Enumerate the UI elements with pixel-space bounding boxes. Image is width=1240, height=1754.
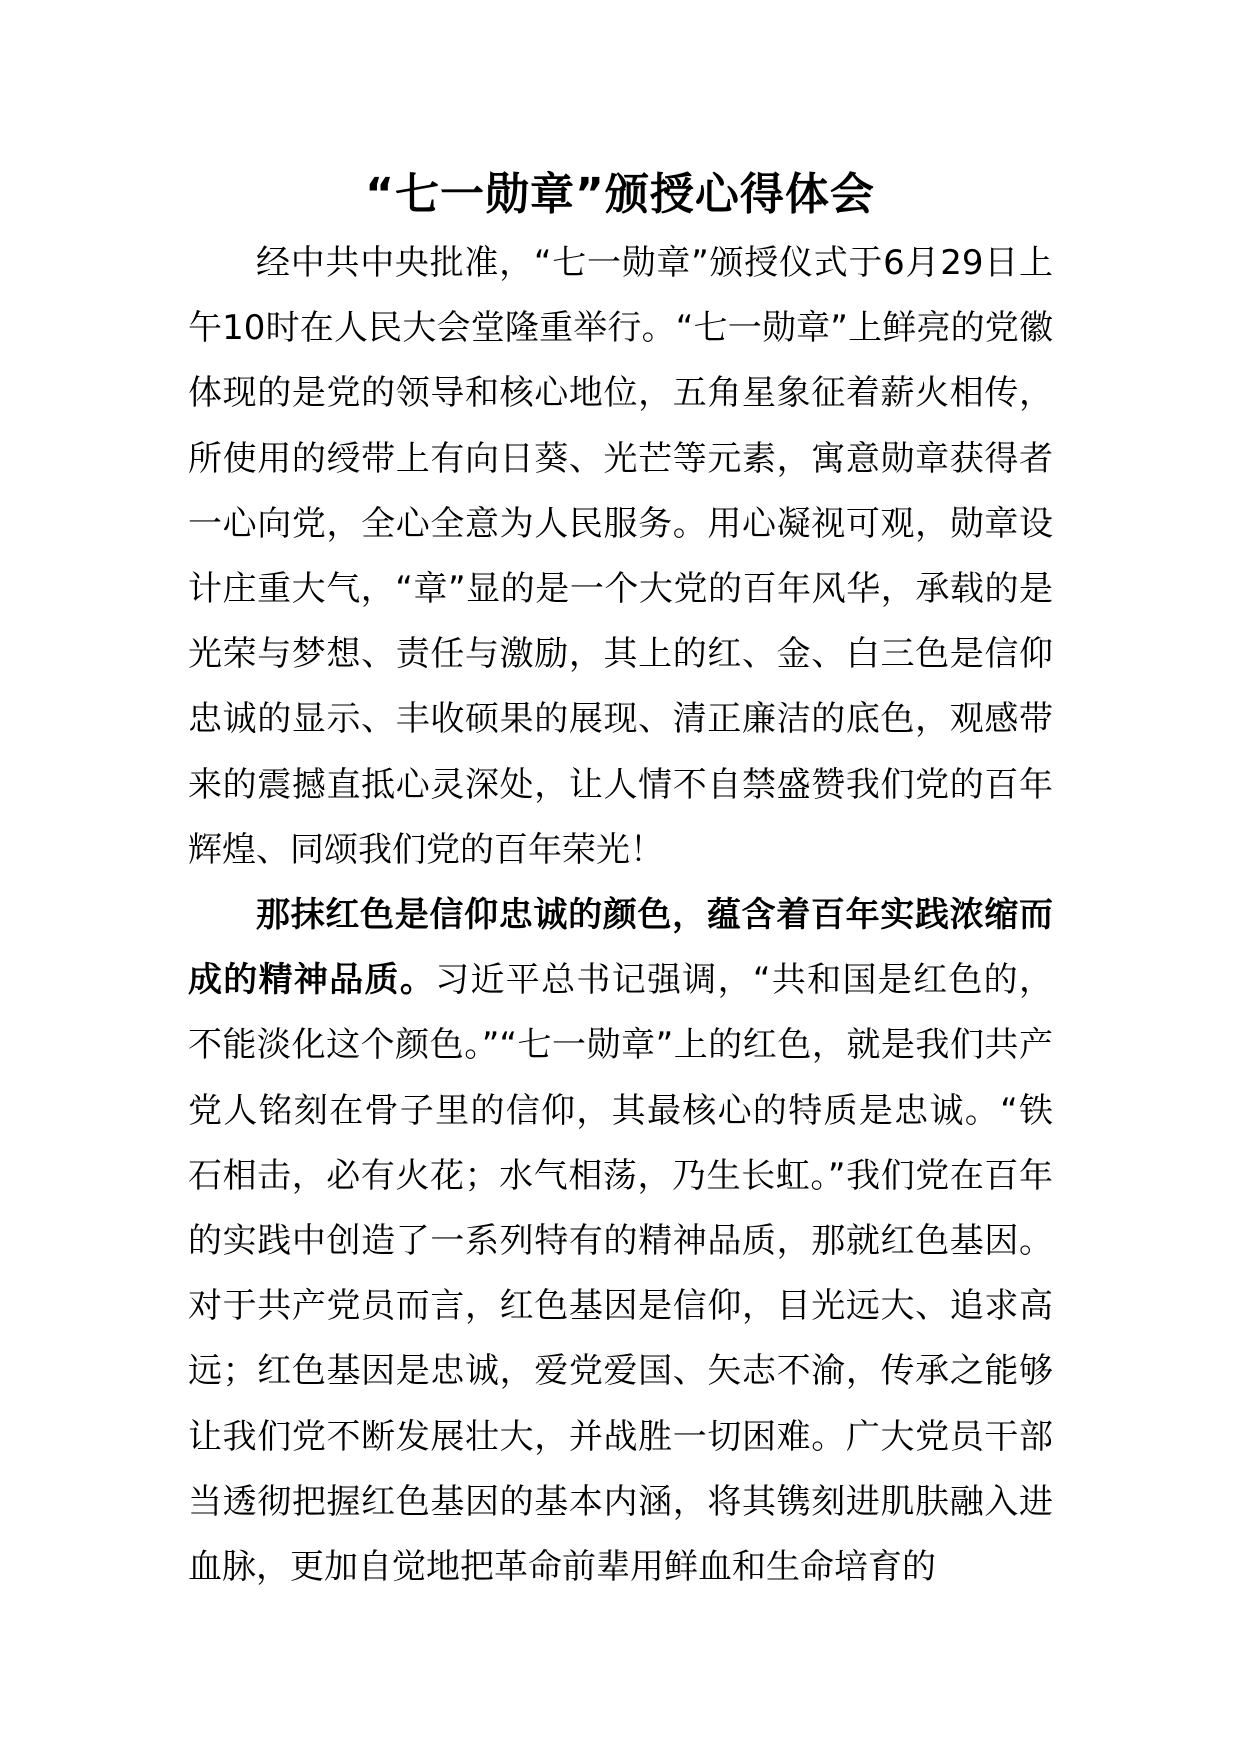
document-title: “七一勋章”颁授心得体会 xyxy=(365,169,875,220)
paragraph-1-text: 经中共中央批准，“七一勋章”颁授仪式于6月29日上午10时在人民大会堂隆重举行。“七一勋章”上鲜亮的党徽体现的是党的领导和核心地位，五角星象征着薪火相传，所使用的绶带上有向日葵、光芒等元素，寓意勋章获得者一心向党，全心全意为人民服务。用心凝视可观，勋章设计庄重大气，“章”显的是一个大党的百年风华，承载的是光荣与梦想、责任与激励，其上的红、金、白三色是信仰忠诚的显示、丰收硕果的展现、清正廉洁的底色，观感带来的震撼直抵心灵深处，让人情不自禁盛赞我们党的百年辉煌、同颂我们党的百年荣光！ xyxy=(188,243,1053,870)
paragraph-2-lead: 那抹红色是信仰忠诚的颜色，蕴含着百年实践浓缩而成的精神品质。 xyxy=(188,895,1053,1001)
paragraph-2-text: 习近平总书记强调，“共和国是红色的，不能淡化这个颜色。”“七一勋章”上的红色，就是我们共产党人铭刻在骨子里的信仰，其最核心的特质是忠诚。“铁石相击，必有火花；水气相荡，乃生长虹。”我们党在百年的实践中创造了一系列特有的精神品质，那就红色基因。对于共产党员而言，红色基因是信仰，目光远大、追求高远；红色基因是忠诚，爱党爱国、矢志不渝，传承之能够让我们党不断发展壮大，并战胜一切困难。广大党员干部当透彻把握红色基因的基本内涵，将其镌刻进肌肤融入进血脉，更加自觉地把革命前辈用鲜血和生命培育的 xyxy=(188,960,1053,1588)
paragraph-2 xyxy=(188,883,1053,1600)
document-body xyxy=(188,231,1053,1600)
paragraph-1 xyxy=(188,231,1053,883)
